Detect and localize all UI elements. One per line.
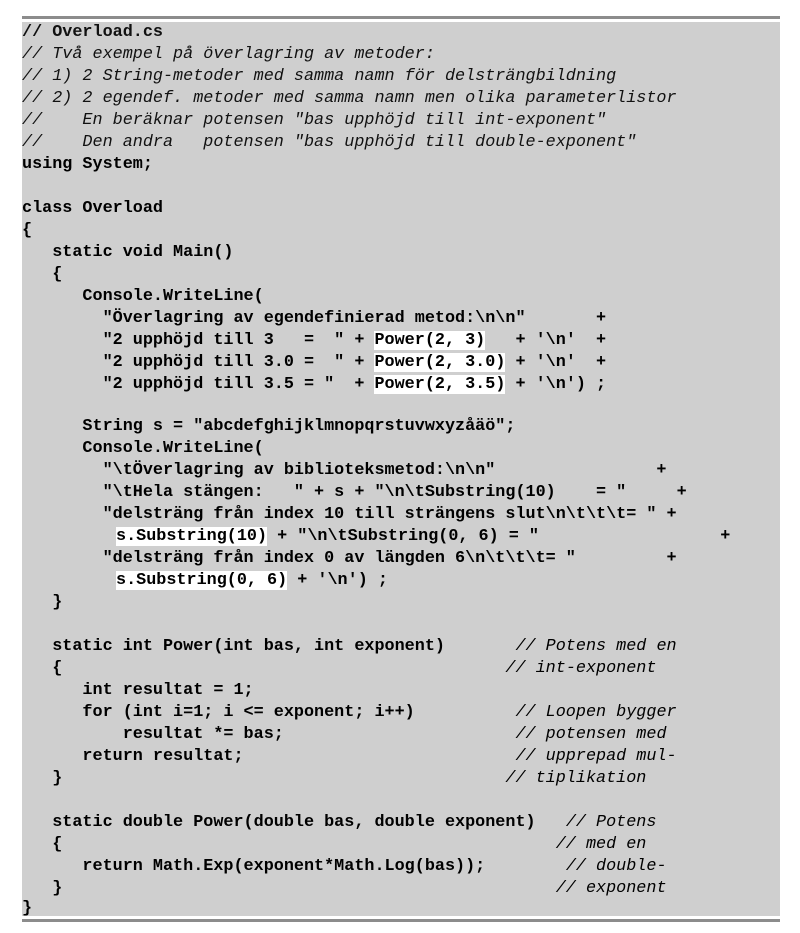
code-line-11: static void Main()	[22, 243, 234, 262]
code-line-10: {	[22, 221, 33, 240]
inline-comment: // potensen med	[515, 725, 667, 744]
code-text: + '\n') ;	[505, 375, 607, 394]
code-line-15	[22, 330, 780, 352]
code-line-5: // En beräknar potensen "bas upphöjd till int-exponent"	[22, 111, 607, 130]
code-line-34	[22, 746, 780, 768]
code-line-30	[22, 658, 780, 680]
code-text: "2 upphöjd till 3 = " +	[22, 331, 375, 350]
code-line-23: "delsträng från index 10 till strängens slut\n\t\t\t= " +	[22, 505, 677, 524]
code-listing	[22, 22, 780, 916]
code-line-20: Console.WriteLine(	[22, 439, 264, 458]
code-text: return resultat;	[22, 747, 516, 766]
code-text: return Math.Exp(exponent*Math.Log(bas));	[22, 857, 566, 876]
code-text: "2 upphöjd till 3.0 = " +	[22, 353, 375, 372]
code-line-17	[22, 374, 780, 396]
highlight-power-call: Power(2, 3)	[374, 331, 486, 350]
bottom-rule	[22, 919, 780, 922]
code-text: }	[22, 769, 506, 788]
code-line-16	[22, 352, 780, 374]
code-line-29	[22, 636, 780, 658]
code-text: static double Power(double bas, double exponent)	[22, 813, 566, 832]
inline-comment: // Potens med en	[515, 637, 677, 656]
code-line-14: "Överlagring av egendefinierad metod:\n\n" +	[22, 309, 607, 328]
highlight-substring-call: s.Substring(10)	[116, 527, 268, 546]
code-line-24	[22, 526, 780, 548]
inline-comment: // double-	[565, 857, 667, 876]
inline-comment: // exponent	[555, 879, 667, 898]
inline-comment: // Potens	[565, 813, 657, 832]
code-line-31: int resultat = 1;	[22, 681, 254, 700]
code-text: for (int i=1; i <= exponent; i++)	[22, 703, 516, 722]
code-line-6: // Den andra potensen "bas upphöjd till double-exponent"	[22, 133, 637, 152]
top-rule	[22, 16, 780, 19]
inline-comment: // tiplikation	[505, 769, 647, 788]
code-line-1	[22, 22, 780, 44]
file-name-comment: // Overload.cs	[22, 23, 163, 42]
code-line-41: }	[22, 899, 33, 918]
code-text: + '\n' +	[485, 331, 607, 350]
inline-comment: // Loopen bygger	[515, 703, 677, 722]
code-line-35	[22, 768, 780, 790]
code-line-8	[22, 176, 780, 198]
highlight-power-call: Power(2, 3.5)	[374, 375, 506, 394]
code-line-7: using System;	[22, 155, 153, 174]
inline-comment: // med en	[555, 835, 647, 854]
code-text: resultat *= bas;	[22, 725, 516, 744]
code-line-40	[22, 878, 780, 900]
code-text: + '\n' +	[505, 353, 607, 372]
code-text: static int Power(int bas, int exponent)	[22, 637, 516, 656]
code-line-27: }	[22, 593, 63, 612]
code-line-4: // 2) 2 egendef. metoder med samma namn men olika parameterlistor	[22, 89, 677, 108]
code-line-37	[22, 812, 780, 834]
highlight-power-call: Power(2, 3.0)	[374, 353, 506, 372]
inline-comment: // upprepad mul-	[515, 747, 677, 766]
code-line-13: Console.WriteLine(	[22, 287, 264, 306]
code-text: + '\n') ;	[287, 571, 388, 590]
code-line-36	[22, 790, 780, 812]
code-line-33	[22, 724, 780, 746]
inline-comment: // int-exponent	[505, 659, 657, 678]
code-line-22: "\tHela stängen: " + s + "\n\tSubstring(10) = " +	[22, 483, 687, 502]
code-text: + "\n\tSubstring(0, 6) = " +	[267, 527, 731, 546]
code-line-21: "\tÖverlagring av biblioteksmetod:\n\n" +	[22, 461, 667, 480]
code-text: "2 upphöjd till 3.5 = " +	[22, 375, 375, 394]
code-line-38	[22, 834, 780, 856]
code-line-12: {	[22, 265, 63, 284]
code-text: {	[22, 835, 556, 854]
code-line-26	[22, 570, 780, 592]
highlight-substring-call: s.Substring(0, 6)	[116, 571, 288, 590]
code-line-39	[22, 856, 780, 878]
code-line-18	[22, 396, 780, 418]
code-line-2: // Två exempel på överlagring av metoder:	[22, 45, 435, 64]
code-text: {	[22, 659, 506, 678]
code-line-25: "delsträng från index 0 av längden 6\n\t\t\t= " +	[22, 549, 677, 568]
code-text: }	[22, 879, 556, 898]
code-line-32	[22, 702, 780, 724]
code-line-28	[22, 614, 780, 636]
code-line-9: class Overload	[22, 199, 163, 218]
code-line-19: String s = "abcdefghijklmnopqrstuvwxyzåäö";	[22, 417, 516, 436]
code-line-3: // 1) 2 String-metoder med samma namn för delsträngbildning	[22, 67, 617, 86]
